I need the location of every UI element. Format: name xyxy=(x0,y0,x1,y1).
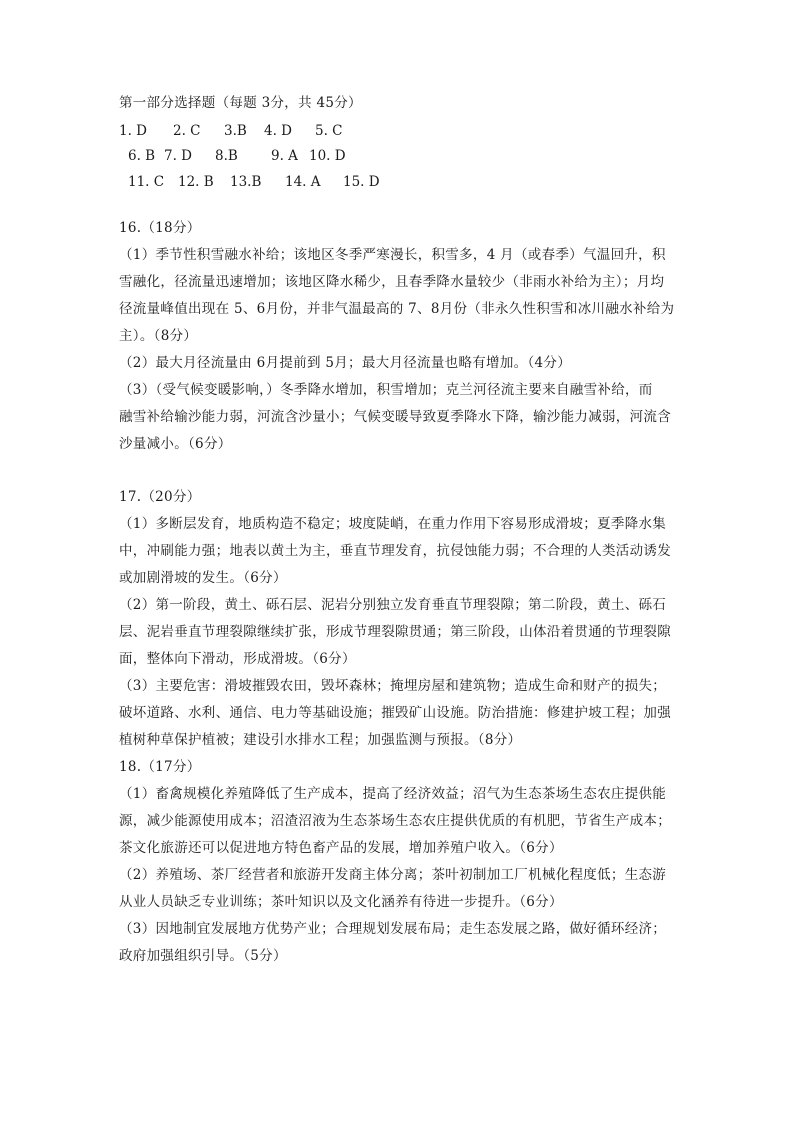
mc-answer: 12. B xyxy=(178,174,214,190)
mc-answer: 14. A xyxy=(285,174,321,190)
q17-text-line: 或加剧滑坡的发生。（6分） xyxy=(119,570,287,586)
q16-text-line: 沙量减小。（6分） xyxy=(119,436,232,452)
q17-text-line: 面，整体向下滑动，形成滑坡。（6分） xyxy=(119,651,356,667)
mc-answer: 2. C xyxy=(173,123,201,139)
q16-text-line: （2）最大月径流量由 6月提前到 5月；最大月径流量也略有增加。（4分） xyxy=(119,355,571,371)
mc-answer: 10. D xyxy=(309,148,346,164)
mc-answer: 4. D xyxy=(264,123,292,139)
q18-text-line: 茶文化旅游还可以促进地方特色畜产品的发展，增加养殖户收入。（6分） xyxy=(119,840,563,856)
q16-text-line: 雪融化，径流量迅速增加；该地区降水稀少，且春季降水量较少（非雨水补给为主）；月均 xyxy=(119,274,665,290)
q17-text-line: （3）主要危害：滑坡摧毁农田，毁坏森林；掩埋房屋和建筑物；造成生命和财产的损失； xyxy=(119,678,667,694)
q18-text-line: （1）畜禽规模化养殖降低了生产成本，提高了经济效益；沼气为生态茶场生态农庄提供能 xyxy=(119,786,667,802)
q17-text-line: 破坏道路、水利、通信、电力等基础设施；摧毁矿山设施。防治措施：修建护坡工程；加强 xyxy=(119,705,671,721)
mc-answer: 15. D xyxy=(343,174,380,190)
mc-answer: 11. C xyxy=(128,174,165,190)
mc-answer: 8.B xyxy=(215,148,238,164)
section1-heading: 第一部分选择题（每题 3分，共 45分） xyxy=(119,95,362,111)
mc-answer: 1. D xyxy=(119,123,147,139)
q17-text-line: 层、泥岩垂直节理裂隙继续扩张，形成节理裂隙贯通；第三阶段，山体沿着贯通的节理裂隙 xyxy=(119,624,671,640)
mc-answer: 13.B xyxy=(230,174,262,190)
mc-answer: 9. A xyxy=(271,148,298,164)
mc-answer: 5. C xyxy=(315,123,343,139)
q16-text-line: （1）季节性积雪融水补给；该地区冬季严寒漫长，积雪多，4 月（或春季）气温回升，积 xyxy=(119,247,666,263)
q17-text-line: （1）多断层发育，地质构造不稳定；坡度陡峭，在重力作用下容易形成滑坡；夏季降水集 xyxy=(119,516,667,532)
q18-text-line: （2）养殖场、茶厂经营者和旅游开发商主体分离；茶叶初制加工厂机械化程度低；生态游 xyxy=(119,867,667,883)
mc-answer: 7. D xyxy=(164,148,192,164)
q18-text-line: 政府加强组织引导。（5分） xyxy=(119,948,287,964)
q17-text-line: （2）第一阶段，黄土、砾石层、泥岩分别独立发育垂直节理裂隙；第二阶段，黄土、砾石 xyxy=(119,597,667,613)
mc-answer: 3.B xyxy=(224,123,247,139)
q16-text-line: 主）。（8分） xyxy=(119,328,198,344)
q16-text-line: 融雪补给输沙能力弱，河流含沙量小；气候变暖导致夏季降水下降，输沙能力减弱，河流含 xyxy=(119,409,671,425)
q17-heading: 17.（20分） xyxy=(119,489,201,505)
q16-text-line: （3）（受气候变暖影响，）冬季降水增加，积雪增加；克兰河径流主要来自融雪补给，而 xyxy=(119,382,653,398)
q18-text-line: 从业人员缺乏专业训练；茶叶知识以及文化涵养有待进一步提升。（6分） xyxy=(119,894,563,910)
q18-text-line: 源，减少能源使用成本；沼渣沼液为生态茶场生态农庄提供优质的有机肥，节省生产成本； xyxy=(119,813,671,829)
q18-text-line: （3）因地制宜发展地方优势产业；合理规划发展布局；走生态发展之路，做好循环经济； xyxy=(119,921,667,937)
q17-text-line: 中，冲刷能力强；地表以黄土为主，垂直节理发育，抗侵蚀能力弱；不合理的人类活动诱发 xyxy=(119,543,671,559)
q18-heading: 18.（17分） xyxy=(119,759,201,775)
q17-text-line: 植树种草保护植被；建设引水排水工程；加强监测与预报。（8分） xyxy=(119,732,522,748)
q16-heading: 16.（18分） xyxy=(119,220,201,236)
q16-text-line: 径流量峰值出现在 5、6月份，并非气温最高的 7、8月份（非永久性积雪和冰川融水补给为 xyxy=(119,301,675,317)
mc-answer: 6. B xyxy=(128,148,156,164)
